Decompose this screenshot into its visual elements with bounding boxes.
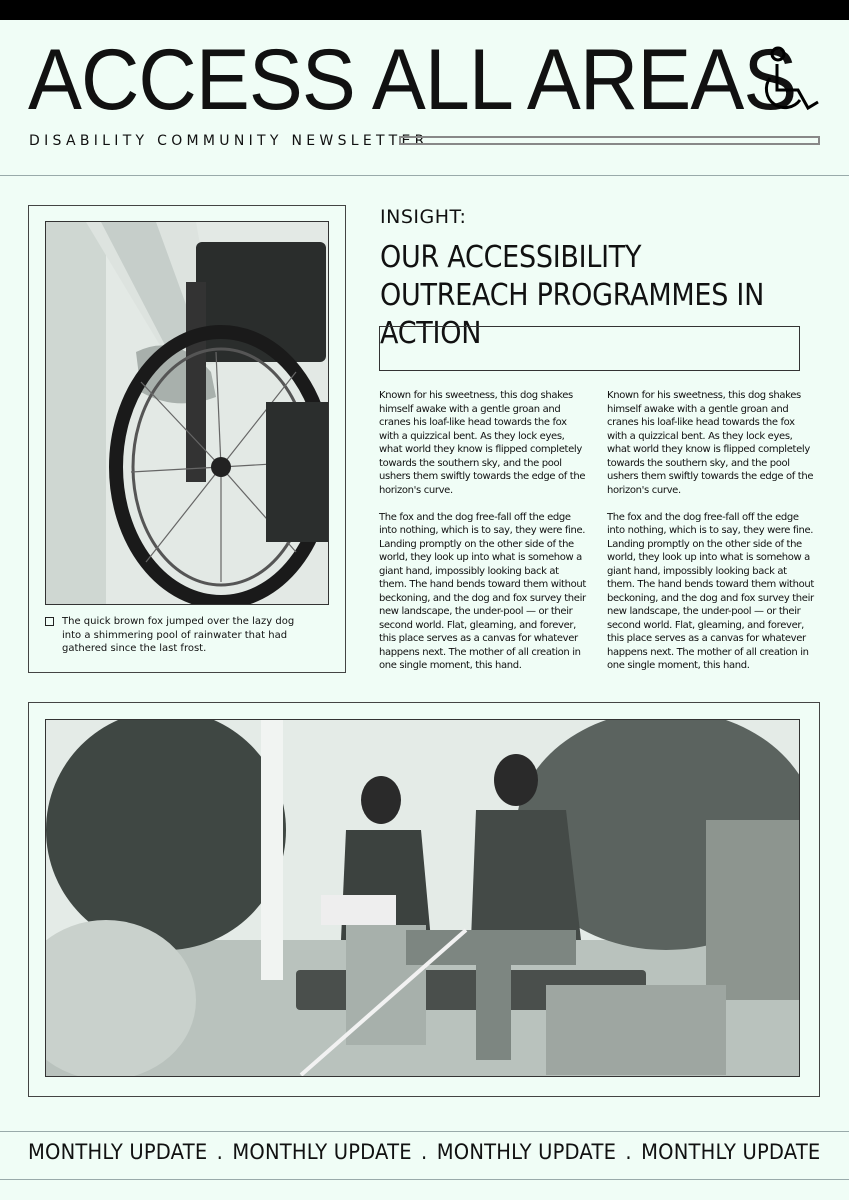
footer-ticker: [28, 1140, 821, 1164]
footer-divider-top: [0, 1131, 849, 1132]
newsletter-subtitle: DISABILITY COMMUNITY NEWSLETTER: [29, 133, 429, 149]
ticker-separator: .: [216, 1140, 224, 1164]
subtitle-rule: [399, 136, 820, 145]
column-2-paragraph-1: Known for his sweetness, this dog shakes himself awake with a gentle groan and cranes his loaf-like head towards the fox with a quizzical bent. As they lock eyes, what world they know is flipped completely towards the southern sky, and the pool ushers them swiftly towards the edge of the horizon's curve.: [607, 390, 814, 496]
caption-checkbox: [45, 617, 54, 626]
article-column-2: [607, 389, 815, 686]
ticker-separator: .: [421, 1140, 428, 1164]
ticker-item: MONTHLY UPDATE: [28, 1140, 208, 1164]
wheelchair-icon: [758, 46, 822, 116]
article-headline: OUR ACCESSIBILITY OUTREACH PROGRAMMES IN ACTION: [380, 240, 765, 351]
photo-caption: The quick brown fox jumped over the lazy dog into a shimmering pool of rainwater that had gathered since the last frost.: [62, 616, 295, 654]
headline-box: [379, 326, 800, 371]
ticker-separator: .: [625, 1140, 632, 1164]
bench-photo: [45, 719, 800, 1077]
masthead-title: ACCESS ALL AREAS: [28, 32, 797, 128]
article-column-1: [379, 389, 587, 686]
column-1-paragraph-2: The fox and the dog free-fall off the edge into nothing, which is to say, they were fine. Landing promptly on the other side of the world, they look up into what is somehow a giant hand, impossibly looking back at them. The hand bends toward them without beckoning, and the dog and fox survey their new landscape, the under-pool — or their second world. Flat, gleaming, and forever, this place serves as a canvas for whatever happens next. The mother of all creation in one single moment, this hand.: [379, 511, 586, 671]
ticker-item: MONTHLY UPDATE: [641, 1140, 821, 1164]
column-2-paragraph-2: The fox and the dog free-fall off the edge into nothing, which is to say, they were fine. Landing promptly on the other side of the world, they look up into what is somehow a giant hand, impossibly looking back at them. The hand bends toward them without beckoning, and the dog and fox survey their new landscape, the under-pool — or their second world. Flat, gleaming, and forever, this place serves as a canvas for whatever happens next. The mother of all creation in one single moment, this hand.: [607, 511, 814, 671]
wheelchair-photo: [45, 221, 329, 605]
ticker-item: MONTHLY UPDATE: [436, 1140, 617, 1164]
header-divider: [0, 175, 849, 176]
footer-divider-bottom: [0, 1179, 849, 1180]
top-bar: [0, 0, 849, 20]
ticker-item: MONTHLY UPDATE: [232, 1140, 412, 1164]
section-kicker: INSIGHT:: [380, 206, 467, 228]
column-1-paragraph-1: Known for his sweetness, this dog shakes himself awake with a gentle groan and cranes his loaf-like head towards the fox with a quizzical bent. As they lock eyes, what world they know is flipped completely towards the southern sky, and the pool ushers them swiftly towards the edge of the horizon's curve.: [379, 390, 586, 496]
